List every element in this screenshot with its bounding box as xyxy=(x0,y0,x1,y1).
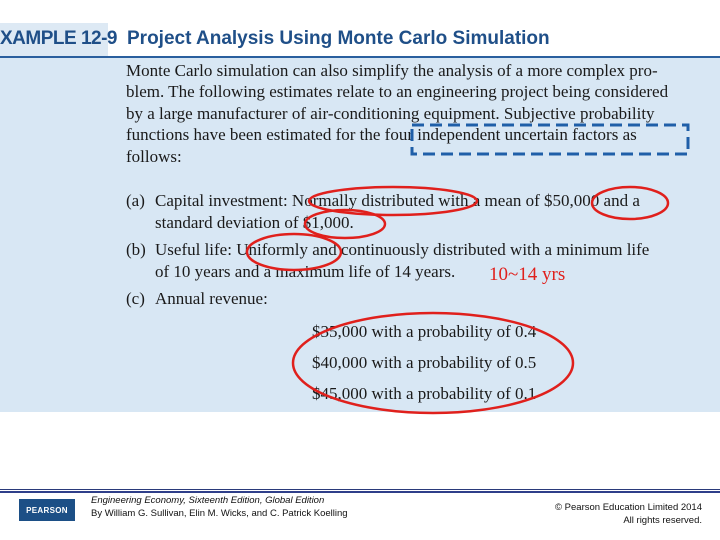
pearson-logo: PEARSON xyxy=(19,499,75,521)
rights-text: All rights reserved. xyxy=(623,514,702,526)
circle-uniformly xyxy=(247,234,341,270)
item-label-b: (b) xyxy=(126,240,146,259)
intro-line: blem. The following estimates relate to an engineering project being considered xyxy=(126,82,669,102)
example-label: XAMPLE 12-9 xyxy=(0,28,117,49)
item-label-a: (a) xyxy=(126,191,145,210)
item-b-line-1: Useful life: Uniformly and continuously distributed with a minimum life xyxy=(155,240,650,259)
footer-divider xyxy=(0,489,720,490)
item-b-line-2: of 10 years and a maximum life of 14 years. xyxy=(155,262,456,281)
footer-citation xyxy=(91,495,348,520)
revenue-option: $40,000 with a probability of 0.5 xyxy=(312,353,537,372)
item-a-line-1: Capital investment: Normally distributed with a mean of $50,000 and a xyxy=(155,191,640,210)
item-a-line-2: standard deviation of $1,000. xyxy=(155,213,354,232)
revenue-option: $35,000 with a probability of 0.4 xyxy=(312,322,537,341)
circle-revenue-options xyxy=(293,313,573,413)
copyright-text: © Pearson Education Limited 2014 xyxy=(555,502,702,513)
footer-copyright xyxy=(555,502,702,527)
item-label-c: (c) xyxy=(126,289,145,308)
example-title: Project Analysis Using Monte Carlo Simulation xyxy=(127,28,550,49)
useful-life-annotation: 10~14 yrs xyxy=(489,264,566,285)
revenue-option: $45,000 with a probability of 0.1 xyxy=(312,384,537,403)
intro-line: Monte Carlo simulation can also simplify the analysis of a more complex pro- xyxy=(126,61,658,80)
circle-std-dev xyxy=(305,210,385,238)
item-c-line-1: Annual revenue: xyxy=(155,289,268,308)
footer-divider-bold xyxy=(0,491,720,493)
circle-mean xyxy=(592,187,668,219)
intro-line: by a large manufacturer of air-conditioning equipment. Subjective probability xyxy=(126,103,655,123)
intro-line: follows: xyxy=(126,146,182,166)
dashed-highlight-box xyxy=(412,125,688,154)
intro-line: functions have been estimated for the four independent uncertain factors as xyxy=(126,125,637,145)
book-authors: By William G. Sullivan, Elin M. Wicks, and C. Patrick Koelling xyxy=(91,507,348,519)
book-title: Engineering Economy, Sixteenth Edition, Global Edition xyxy=(91,495,325,506)
